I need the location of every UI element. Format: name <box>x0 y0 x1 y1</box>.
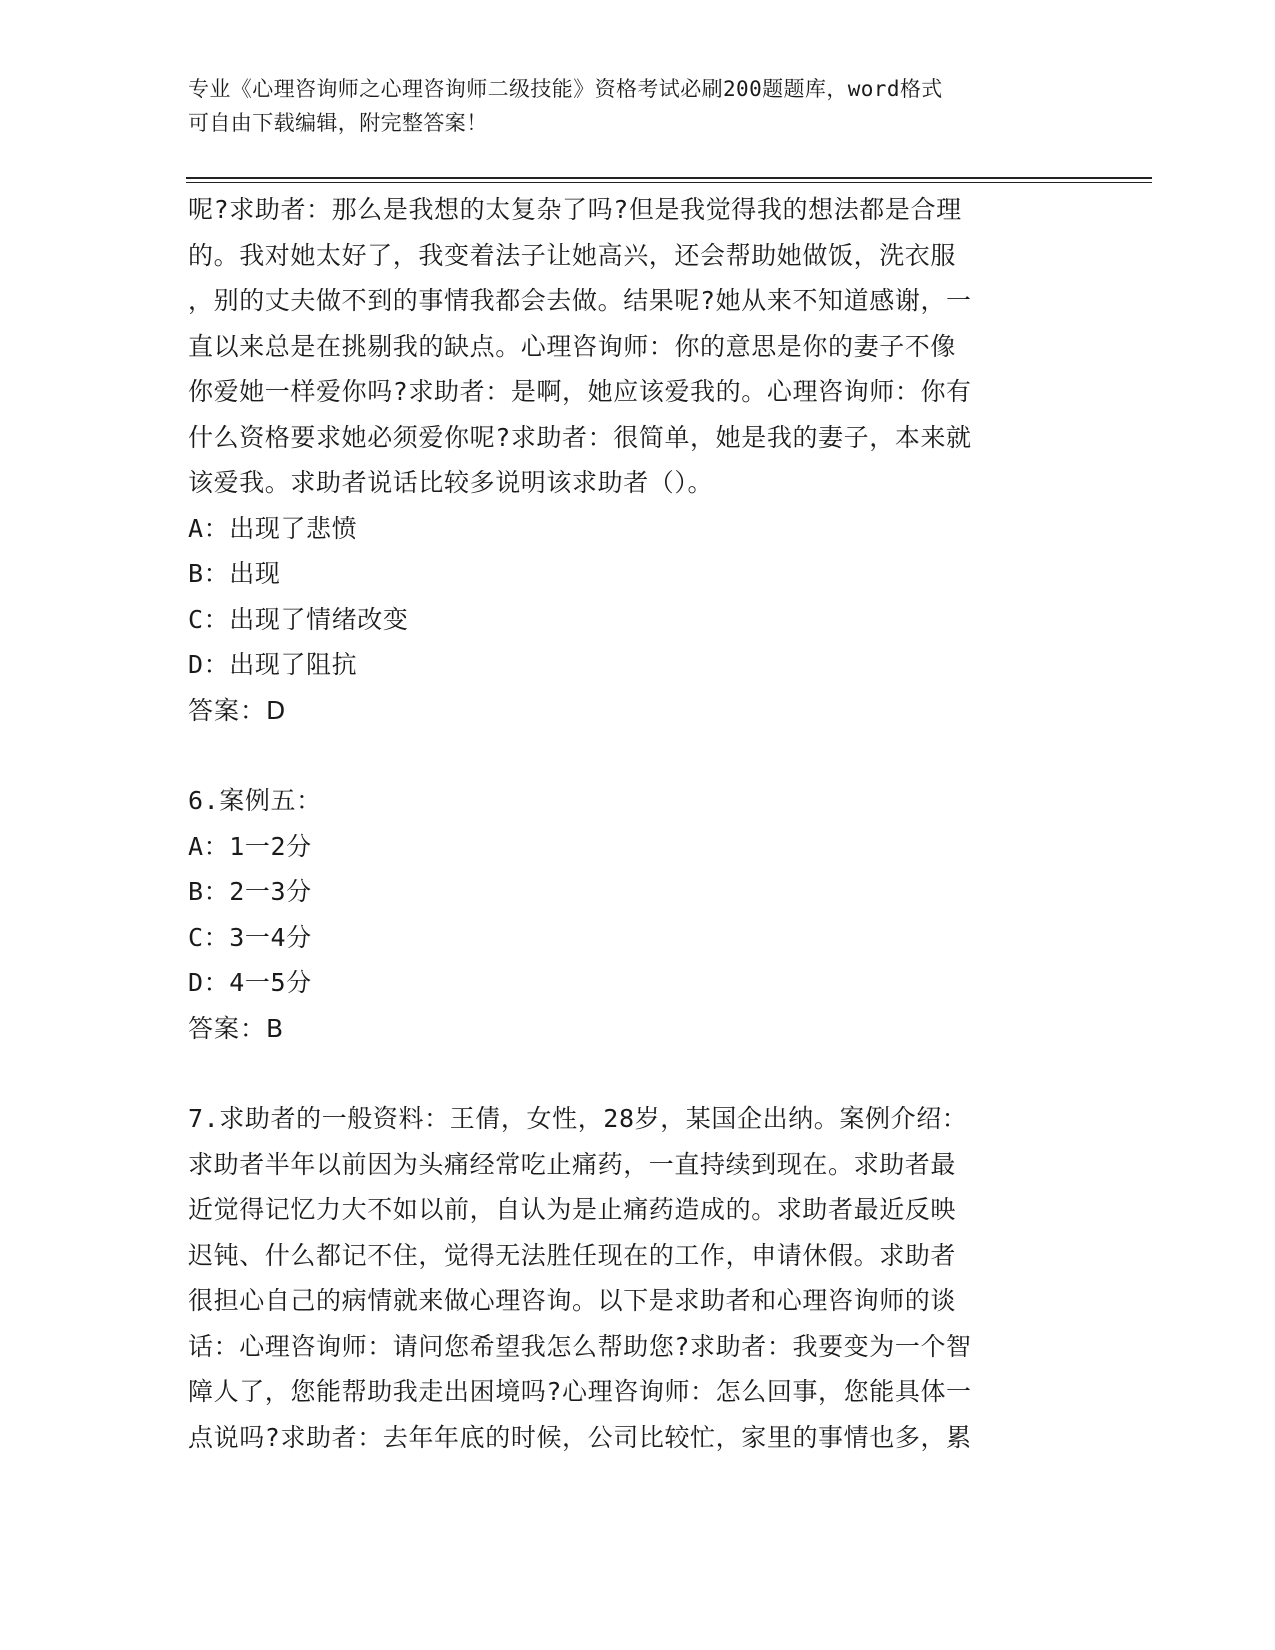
question-7 <box>188 1096 1088 1460</box>
option-b: B：2一3分 <box>188 877 312 906</box>
header-line-1: 专业《心理咨询师之心理咨询师二级技能》资格考试必刷200题题库，word格式 <box>188 77 943 101</box>
option-a: A：出现了悲愤 <box>188 513 358 543</box>
question-7-line: 迟钝、什么都记不住，觉得无法胜任现在的工作，申请休假。求助者 <box>188 1240 957 1270</box>
question-5 <box>188 187 1088 733</box>
question-5-line: 的。我对她太好了，我变着法子让她高兴，还会帮助她做饭，洗衣服 <box>188 240 957 270</box>
question-6 <box>188 778 1088 1051</box>
question-7-line: 点说吗?求助者：去年年底的时候，公司比较忙，家里的事情也多，累 <box>188 1422 972 1452</box>
option-d: D：4一5分 <box>188 968 312 997</box>
header-line-2: 可自由下载编辑，附完整答案！ <box>188 111 488 135</box>
option-a: A：1一2分 <box>188 831 312 861</box>
option-d: D：出现了阻抗 <box>188 650 358 679</box>
document-header <box>188 72 1088 140</box>
spacer <box>188 1051 1088 1096</box>
question-7-line: 障人了，您能帮助我走出困境吗?心理咨询师：怎么回事，您能具体一 <box>188 1377 972 1406</box>
question-5-line: 你爱她一样爱你吗?求助者：是啊，她应该爱我的。心理咨询师：你有 <box>188 377 972 406</box>
document-body <box>188 187 1088 1460</box>
question-7-line: 求助者半年以前因为头痛经常吃止痛药，一直持续到现在。求助者最 <box>188 1149 957 1179</box>
question-7-line: 近觉得记忆力大不如以前，自认为是止痛药造成的。求助者最近反映 <box>188 1195 957 1224</box>
option-c: C：3一4分 <box>188 922 312 952</box>
question-7-line: 7.求助者的一般资料：王倩，女性，28岁，某国企出纳。案例介绍： <box>188 1104 968 1133</box>
question-5-line: 呢?求助者：那么是我想的太复杂了吗?但是我觉得我的想法都是合理 <box>188 195 962 224</box>
question-5-line: 该爱我。求助者说话比较多说明该求助者（）。 <box>188 468 714 497</box>
option-b: B：出现 <box>188 559 281 588</box>
question-6-title: 6.案例五： <box>188 786 322 815</box>
question-5-line: ，别的丈夫做不到的事情我都会去做。结果呢?她从来不知道感谢，一 <box>188 286 972 315</box>
answer: 答案：B <box>188 1013 285 1043</box>
header-rule-thick <box>186 177 1152 179</box>
question-7-line: 话：心理咨询师：请问您希望我怎么帮助您?求助者：我要变为一个智 <box>188 1331 972 1361</box>
question-5-line: 直以来总是在挑剔我的缺点。心理咨询师：你的意思是你的妻子不像 <box>188 331 957 361</box>
question-5-line: 什么资格要求她必须爱你呢?求助者：很简单，她是我的妻子，本来就 <box>188 422 972 452</box>
answer: 答案：D <box>188 695 287 725</box>
spacer <box>188 733 1088 778</box>
option-c: C：出现了情绪改变 <box>188 604 409 634</box>
question-7-line: 很担心自己的病情就来做心理咨询。以下是求助者和心理咨询师的谈 <box>188 1286 957 1315</box>
header-rule-thin <box>186 182 1152 183</box>
